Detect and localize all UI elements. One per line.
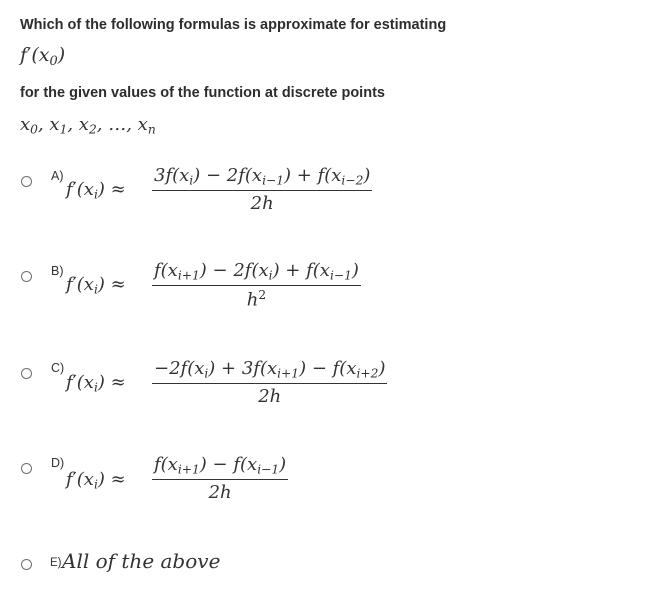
option-c-fraction bbox=[152, 358, 387, 407]
question-line-2: for the given values of the function at discrete points bbox=[20, 85, 385, 101]
option-a-lhs: $f'(x_i)$ ≈ bbox=[66, 179, 126, 202]
option-c-letter: C) bbox=[51, 361, 65, 375]
option-d-fraction bbox=[152, 454, 288, 503]
option-b-fraction bbox=[152, 260, 361, 311]
option-d-letter: D) bbox=[51, 456, 65, 470]
option-e-text: All of the above bbox=[62, 549, 221, 573]
option-b-letter: B) bbox=[51, 264, 64, 278]
option-c-lhs: $f'(x_i)$ ≈ bbox=[66, 372, 126, 395]
option-e-radio[interactable] bbox=[21, 559, 32, 570]
option-b-denominator: $h^2$ bbox=[246, 287, 267, 311]
option-d-radio[interactable] bbox=[21, 463, 32, 474]
question-target-derivative: $f'(x_0)$ bbox=[20, 44, 66, 69]
option-a-radio[interactable] bbox=[21, 176, 32, 187]
option-a-letter: A) bbox=[51, 169, 64, 183]
option-d-numerator: $f(x_{i+1}) - f(x_{i-1})$ bbox=[154, 454, 287, 477]
option-d-denominator: 2h bbox=[208, 481, 232, 503]
option-a-denominator: 2h bbox=[250, 192, 274, 214]
question-line-1: Which of the following formulas is approximate for estimating bbox=[20, 17, 447, 33]
option-b-numerator: $f(x_{i+1}) - 2f(x_i) + f(x_{i-1})$ bbox=[154, 260, 359, 283]
option-d-lhs: $f'(x_i)$ ≈ bbox=[66, 469, 126, 492]
option-a-numerator: $3f(x_i) - 2f(x_{i-1}) + f(x_{i-2})$ bbox=[154, 165, 371, 188]
option-a-fraction bbox=[152, 165, 372, 214]
option-c-numerator: $-2f(x_i) + 3f(x_{i+1}) - f(x_{i+2})$ bbox=[154, 358, 386, 381]
option-b-radio[interactable] bbox=[21, 271, 32, 282]
option-c-radio[interactable] bbox=[21, 368, 32, 379]
question-points: $x_0$, $x_1$, $x_2$, …, $x_n$ bbox=[20, 114, 156, 137]
option-b-lhs: $f'(x_i)$ ≈ bbox=[66, 274, 126, 297]
option-e-letter: E) bbox=[50, 557, 62, 569]
option-c-denominator: 2h bbox=[258, 385, 282, 407]
